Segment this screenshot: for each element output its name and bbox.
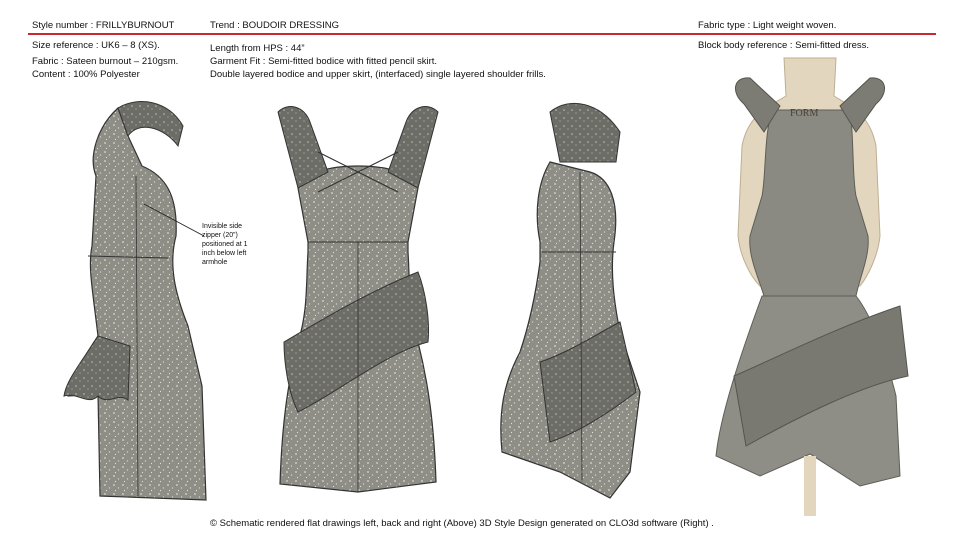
size-reference: Size reference : UK6 – 8 (XS). [32,40,160,51]
garment-fit: Garment Fit : Semi-fitted bodice with fitted pencil skirt. [210,56,438,67]
header-divider [28,33,936,35]
content-spec: Content : 100% Polyester [32,69,140,80]
layering-spec: Double layered bodice and upper skirt, (interfaced) single layered shoulder frills. [210,69,546,80]
fabric-spec: Fabric : Sateen burnout – 210gsm. [32,56,179,67]
flat-drawing-right-side [490,92,660,502]
flat-drawing-left-side [58,96,228,506]
style-number: Style number : FRILLYBURNOUT [32,20,175,31]
fabric-type: Fabric type : Light weight woven. [698,20,837,31]
flat-drawing-back [258,92,458,502]
zipper-annotation: Invisible side zipper (20”) positioned at 1 inch below left armhole [202,223,248,266]
trend-label: Trend : BOUDOIR DRESSING [210,20,339,31]
length-spec: Length from HPS : 44” [210,43,305,54]
figure-caption: © Schematic rendered flat drawings left, back and right (Above) 3D Style Design generated on CLO3d software (Right) . [210,518,714,529]
mannequin-brand-label: FORM [790,108,819,119]
block-body-reference: Block body reference : Semi-fitted dress. [698,40,870,51]
clo3d-mannequin-render [700,56,920,516]
